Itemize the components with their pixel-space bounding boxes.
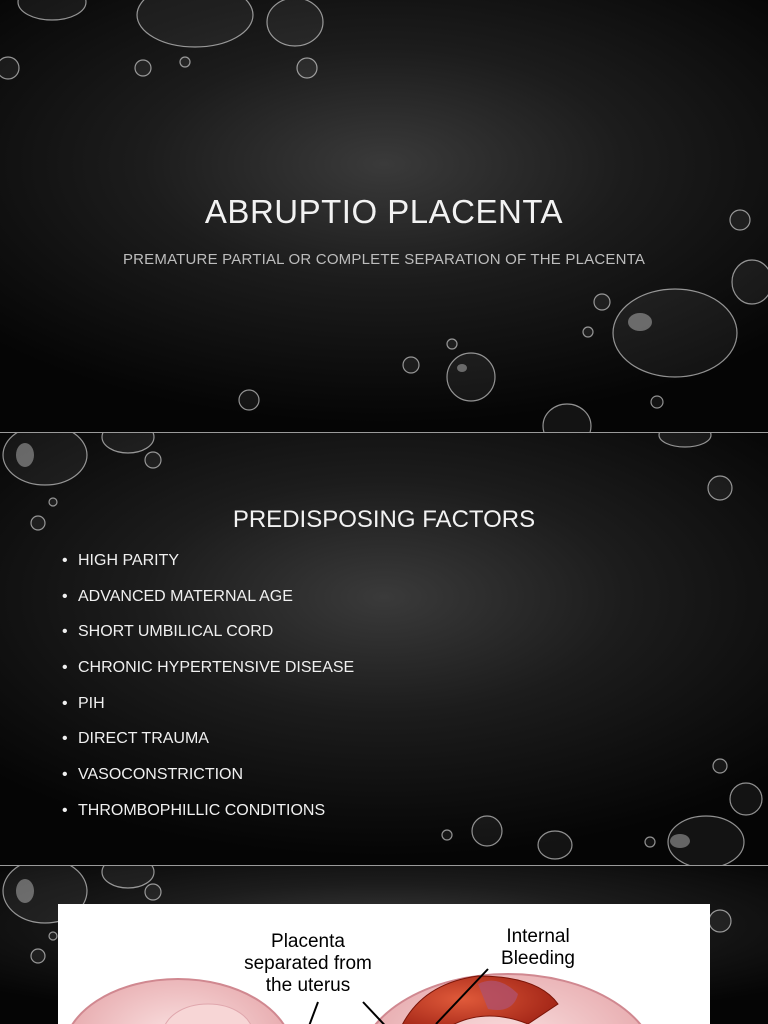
slide-predisposing-factors[interactable] — [0, 433, 768, 865]
list-item — [62, 551, 354, 587]
label-line: Internal — [506, 926, 570, 947]
label-internal-bleeding — [478, 926, 598, 970]
bullet-icon: • — [62, 659, 68, 677]
list-item-text: THROMBOPHILLIC CONDITIONS — [78, 801, 326, 819]
list-item — [62, 622, 354, 658]
bullet-icon: • — [62, 694, 68, 712]
list-item — [62, 587, 354, 623]
list-item — [62, 694, 354, 730]
label-line: Bleeding — [501, 948, 575, 969]
slide-heading: PREDISPOSING FACTORS — [232, 506, 536, 533]
list-item — [62, 765, 354, 801]
label-line: the uterus — [265, 975, 351, 996]
list-item-text: DIRECT TRAUMA — [78, 730, 209, 748]
slide-diagram[interactable] — [0, 866, 768, 1024]
list-item — [62, 658, 354, 694]
bullet-icon: • — [62, 623, 68, 641]
bullet-icon: • — [62, 730, 68, 748]
bullet-icon: • — [62, 766, 68, 784]
list-item-text: CHRONIC HYPERTENSIVE DISEASE — [78, 659, 355, 677]
label-placenta-separated — [208, 931, 408, 997]
list-item — [62, 729, 354, 765]
list-item-text: HIGH PARITY — [78, 552, 180, 569]
list-item-text: SHORT UMBILICAL CORD — [78, 623, 274, 641]
slide-title[interactable] — [0, 0, 768, 432]
slide-title-heading: ABRUPTIO PLACENTA — [204, 193, 564, 230]
slide-subtitle: PREMATURE PARTIAL OR COMPLETE SEPARATION OF THE PLACENTA — [122, 251, 646, 268]
label-line: separated from — [244, 953, 372, 974]
label-line: Placenta — [271, 931, 345, 952]
list-item-text: ADVANCED MATERNAL AGE — [78, 587, 293, 605]
bullet-icon: • — [62, 552, 68, 569]
bullet-icon: • — [62, 587, 68, 605]
list-item-text: PIH — [78, 694, 105, 712]
list-item — [62, 801, 354, 837]
factors-list — [62, 551, 354, 837]
list-item-text: VASOCONSTRICTION — [78, 766, 244, 784]
placenta-diagram — [58, 904, 710, 1024]
bullet-icon: • — [62, 801, 68, 819]
